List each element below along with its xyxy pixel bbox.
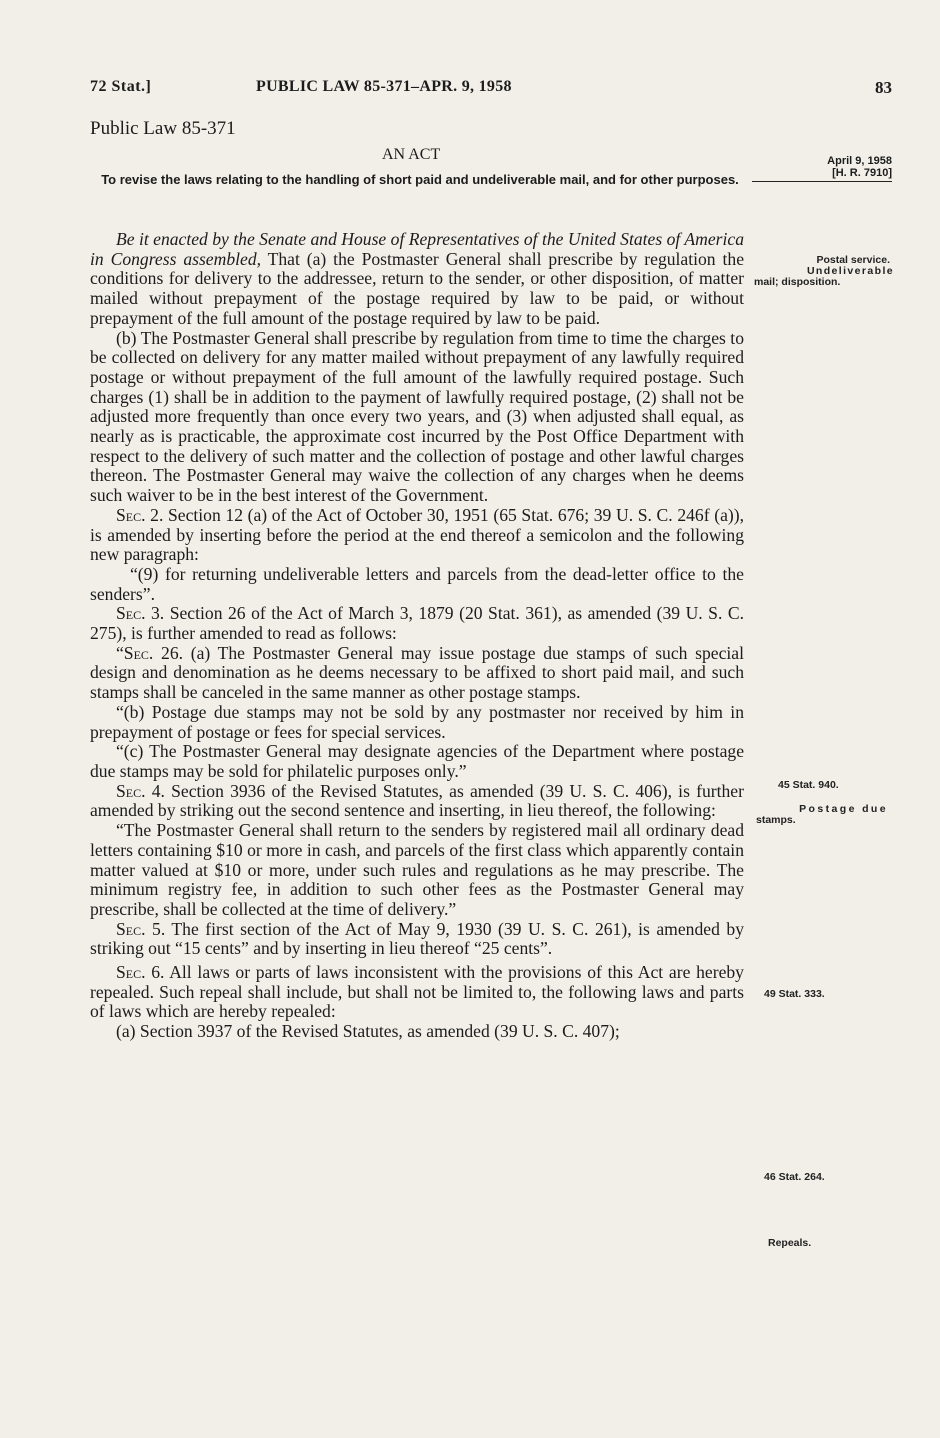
section-26-label: “Sec. 26. bbox=[116, 642, 184, 663]
margin-note-49-stat-333: 49 Stat. 333. bbox=[764, 988, 825, 1000]
law-body bbox=[90, 230, 744, 1042]
section-1b: (b) The Postmaster General shall prescribe by regulation from time to time the charges to be collected on delivery for any matter mailed without prepayment of any lawfully required postage or without prepayment of the full amount of the lawfully required postage. Such charges (1) shall be in addition to the payment of lawfully required postage, (2) shall not be adjusted more frequently than once every two years, and (3) when adjusted shall equal, as nearly as is practicable, the approximate cost incurred by the Post Office Department with respect to the delivery of such matter and the collection of postage and other lawful charges thereon. The Postmaster General may waive the collection of any charges when he deems such waiver to be in the best interest of the Government. bbox=[90, 327, 744, 506]
law-identifier: Public Law 85-371 bbox=[90, 118, 236, 139]
margin-note-line: stamps. bbox=[756, 814, 796, 826]
section-4-label: Sec. 4. bbox=[116, 780, 165, 801]
margin-note-45-stat-940: 45 Stat. 940. bbox=[778, 779, 839, 791]
section-26b: “(b) Postage due stamps may not be sold by any postmaster nor received by him in prepayment of postage or fees for special services. bbox=[90, 701, 744, 742]
section-5-label: Sec. 5. bbox=[116, 918, 166, 939]
section-26a bbox=[90, 644, 744, 703]
section-2 bbox=[90, 506, 744, 565]
section-2-quote: “(9) for returning undeliverable letters and parcels from the dead-letter office to the senders”. bbox=[90, 563, 744, 604]
section-3 bbox=[90, 604, 744, 643]
margin-note-line: Postage due bbox=[799, 803, 888, 815]
running-header bbox=[90, 78, 892, 100]
section-3-text: Section 26 of the Act of March 3, 1879 (20 Stat. 361), as amended (39 U. S. C. 275), is further amended to read as follows: bbox=[90, 603, 744, 644]
enacting-formula: Be it enacted by the Senate and House of Representatives of the United States of America in Congress assembled, bbox=[90, 229, 744, 269]
margin-rule bbox=[752, 181, 892, 182]
section-26c: “(c) The Postmaster General may designate agencies of the Department where postage due stamps may be sold for philatelic purposes only.” bbox=[90, 741, 744, 781]
section-6 bbox=[90, 963, 744, 1022]
section-5 bbox=[90, 920, 744, 959]
section-6a: (a) Section 3937 of the Revised Statutes, as amended (39 U. S. C. 407); bbox=[116, 1021, 620, 1042]
section-1a-text: That (a) the Postmaster General shall prescribe by regulation the conditions for delivery to the addressee, return to the sender, or other disposition, of matter mailed without prepayment of the postage required by law to be paid, or without prepayment of the full amount of the postage required by law to be paid. bbox=[90, 248, 745, 328]
act-title: AN ACT bbox=[382, 146, 441, 163]
section-3-label: Sec. 3. bbox=[116, 603, 165, 624]
section-4-quote: “The Postmaster General shall return to the senders by registered mail all ordinary dead letters containing $10 or more in cash, and parcels of the first class which apparently contain matter valued at $10 or more, under such rules and regulations as he may prescribe. The minimum registry fee, in addition to such other fees as the Postmaster General may prescribe, shall be collected at the time of delivery.” bbox=[90, 820, 744, 919]
section-4 bbox=[90, 782, 744, 821]
header-law: PUBLIC LAW 85-371–APR. 9, 1958 bbox=[256, 78, 512, 95]
section-4-text: Section 3936 of the Revised Statutes, as amended (39 U. S. C. 406), is further amended by striking out the second sentence and inserting, in lieu thereof, the following: bbox=[90, 780, 744, 821]
section-2-text: Section 12 (a) of the Act of October 30, 1951 (65 Stat. 676; 39 U. S. C. 246f (a)), is amended by inserting before the period at the end thereof a semicolon and the following new paragraph: bbox=[90, 504, 744, 565]
page-number: 83 bbox=[875, 78, 892, 97]
margin-note-repeals: Repeals. bbox=[768, 1237, 812, 1249]
margin-note-line: Undeliverable bbox=[806, 265, 894, 277]
act-purpose: To revise the laws relating to the handling of short paid and undeliverable mail, and for other purposes. bbox=[101, 172, 739, 187]
margin-note-line: Postal service. bbox=[816, 254, 890, 266]
enacting-clause bbox=[90, 230, 744, 329]
section-5-text: The first section of the Act of May 9, 1930 (39 U. S. C. 261), is amended by striking out “15 cents” and by inserting in lieu thereof “25 cents”. bbox=[90, 918, 744, 959]
margin-note-line: mail; disposition. bbox=[754, 276, 841, 288]
margin-note-46-stat-264: 46 Stat. 264. bbox=[764, 1171, 825, 1183]
enactment-date: April 9, 1958 bbox=[827, 155, 892, 167]
section-26a-text: (a) The Postmaster General may issue postage due stamps of such special design and denomination as he deems necessary to be affixed to short paid mail, and such stamps shall be canceled in the same manner as other postage stamps. bbox=[90, 642, 745, 703]
margin-note-postal-service bbox=[754, 254, 894, 288]
header-stat: 72 Stat.] bbox=[90, 78, 152, 95]
bill-number: [H. R. 7910] bbox=[832, 167, 892, 179]
section-6-text: All laws or parts of laws inconsistent with the provisions of this Act are hereby repealed. Such repeal shall include, but shall not be limited to, the following laws and parts of laws which are hereby repealed: bbox=[90, 962, 744, 1022]
section-2-label: Sec. 2. bbox=[116, 504, 164, 525]
section-6-label: Sec. 6. bbox=[116, 962, 165, 983]
date-note bbox=[758, 155, 892, 179]
margin-note-postage-due bbox=[756, 804, 890, 826]
